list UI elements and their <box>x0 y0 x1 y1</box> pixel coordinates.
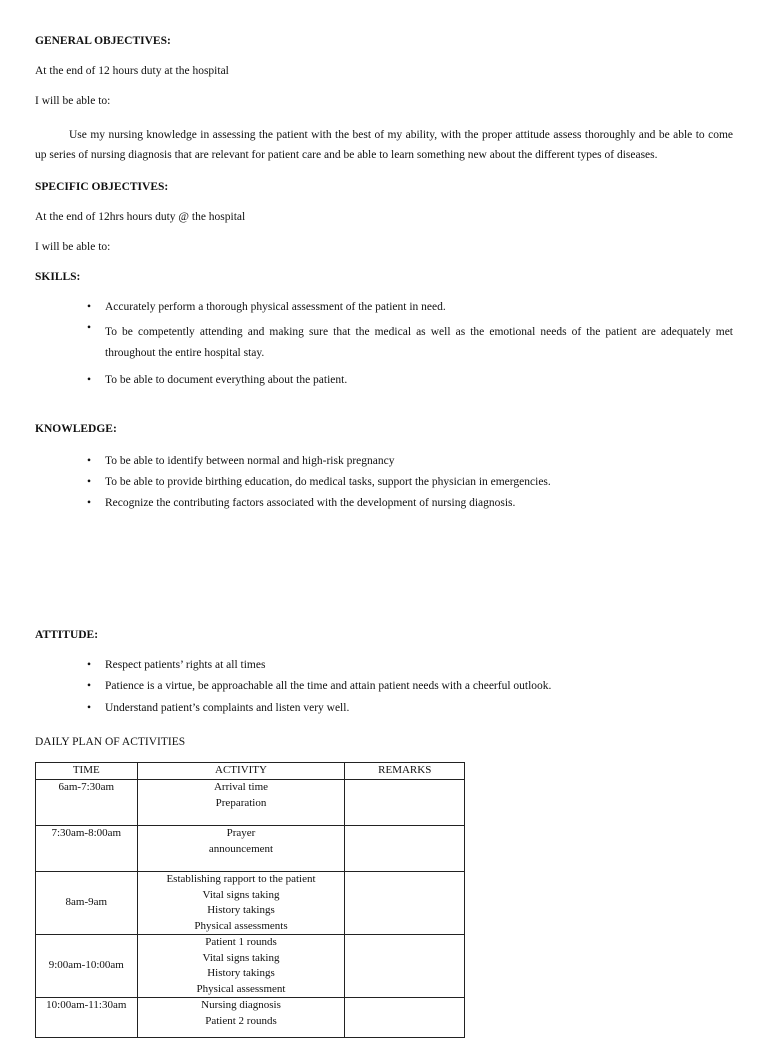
table-row <box>36 826 465 872</box>
activity-line: Physical assessment <box>196 982 286 995</box>
specific-able: I will be able to: <box>35 241 111 253</box>
skills-item-2: To be competently attending and making sure that the medical as well as the emotional needs of the patient are adequately met throughout the entire hospital stay. <box>105 326 733 359</box>
activity-line: History takings <box>207 967 275 979</box>
skills-item-3: To be able to document everything about the patient. <box>105 374 348 386</box>
plan-title: DAILY PLAN OF ACTIVITIES <box>35 736 186 748</box>
general-able: I will be able to: <box>35 95 111 107</box>
activity-cell <box>137 872 345 935</box>
table-row <box>36 998 465 1038</box>
activity-cell <box>137 826 345 872</box>
skills-item-1: Accurately perform a thorough physical assessment of the patient in need. <box>105 301 446 313</box>
bullet-icon: • <box>87 497 92 509</box>
specific-intro: At the end of 12hrs hours duty @ the hospital <box>35 211 246 223</box>
table-row <box>36 780 465 826</box>
time-cell: 7:30am-8:00am <box>36 826 138 872</box>
remarks-cell <box>345 826 465 872</box>
general-intro: At the end of 12 hours duty at the hospital <box>35 65 229 77</box>
remarks-cell <box>345 998 465 1038</box>
time-cell: 8am-9am <box>36 872 138 935</box>
time-cell: 10:00am-11:30am <box>36 998 138 1038</box>
activity-line: Prayer <box>226 827 256 839</box>
activity-line: History takings <box>207 904 275 916</box>
general-objectives-heading: GENERAL OBJECTIVES: <box>35 35 171 47</box>
general-paragraph-text: Use my nursing knowledge in assessing the patient with the best of my ability, with the proper attitude assess thoroughly and be able to come up series of nursing diagnosis that are relevant for patient care and be able to learn something new about the different types of diseases. <box>35 129 733 161</box>
bullet-icon: • <box>87 374 92 386</box>
bullet-icon: • <box>87 455 92 467</box>
attitude-heading: ATTITUDE: <box>35 629 99 641</box>
bullet-icon: • <box>87 702 92 714</box>
activity-line: Arrival time <box>213 781 269 793</box>
activity-line: Nursing diagnosis <box>201 999 281 1011</box>
table-row <box>36 872 465 935</box>
attitude-item-2: Patience is a virtue, be approachable all the time and attain patient needs with a cheerful outlook. <box>105 680 552 692</box>
remarks-cell <box>345 780 465 826</box>
knowledge-heading: KNOWLEDGE: <box>35 423 117 435</box>
bullet-icon: • <box>87 659 92 671</box>
attitude-item-1: Respect patients’ rights at all times <box>105 659 266 671</box>
header-time: TIME <box>36 763 138 780</box>
bullet-icon: • <box>87 680 92 692</box>
activity-line: Patient 2 rounds <box>205 1014 277 1027</box>
remarks-cell <box>345 935 465 998</box>
header-activity: ACTIVITY <box>137 763 345 780</box>
knowledge-item-3: Recognize the contributing factors associated with the development of nursing diagnosis. <box>105 497 516 509</box>
specific-objectives-heading: SPECIFIC OBJECTIVES: <box>35 181 169 193</box>
general-paragraph <box>35 125 733 165</box>
activity-line: Establishing rapport to the patient <box>166 873 316 885</box>
attitude-item-3: Understand patient’s complaints and listen very well. <box>105 702 350 714</box>
header-remarks: REMARKS <box>345 763 465 780</box>
remarks-cell <box>345 872 465 935</box>
table-header-row <box>36 763 465 780</box>
bullet-icon: • <box>87 301 92 313</box>
bullet-icon: • <box>87 476 92 488</box>
activity-line: Vital signs taking <box>202 888 280 901</box>
skills-heading: SKILLS: <box>35 271 81 283</box>
activity-line: Physical assessments <box>194 919 288 932</box>
bullet-icon: • <box>87 322 92 334</box>
knowledge-item-2: To be able to provide birthing education, do medical tasks, support the physician in emergencies. <box>105 476 551 488</box>
daily-plan-table <box>35 762 465 1038</box>
activity-cell <box>137 935 345 998</box>
activity-line: Vital signs taking <box>202 951 280 964</box>
knowledge-item-1: To be able to identify between normal and high-risk pregnancy <box>105 455 395 467</box>
time-cell: 9:00am-10:00am <box>36 935 138 998</box>
activity-cell <box>137 998 345 1038</box>
activity-cell <box>137 780 345 826</box>
activity-line: Preparation <box>215 796 267 809</box>
activity-line: announcement <box>208 842 274 855</box>
activity-line: Patient 1 rounds <box>205 936 277 948</box>
table-row <box>36 935 465 998</box>
time-cell: 6am-7:30am <box>36 780 138 826</box>
